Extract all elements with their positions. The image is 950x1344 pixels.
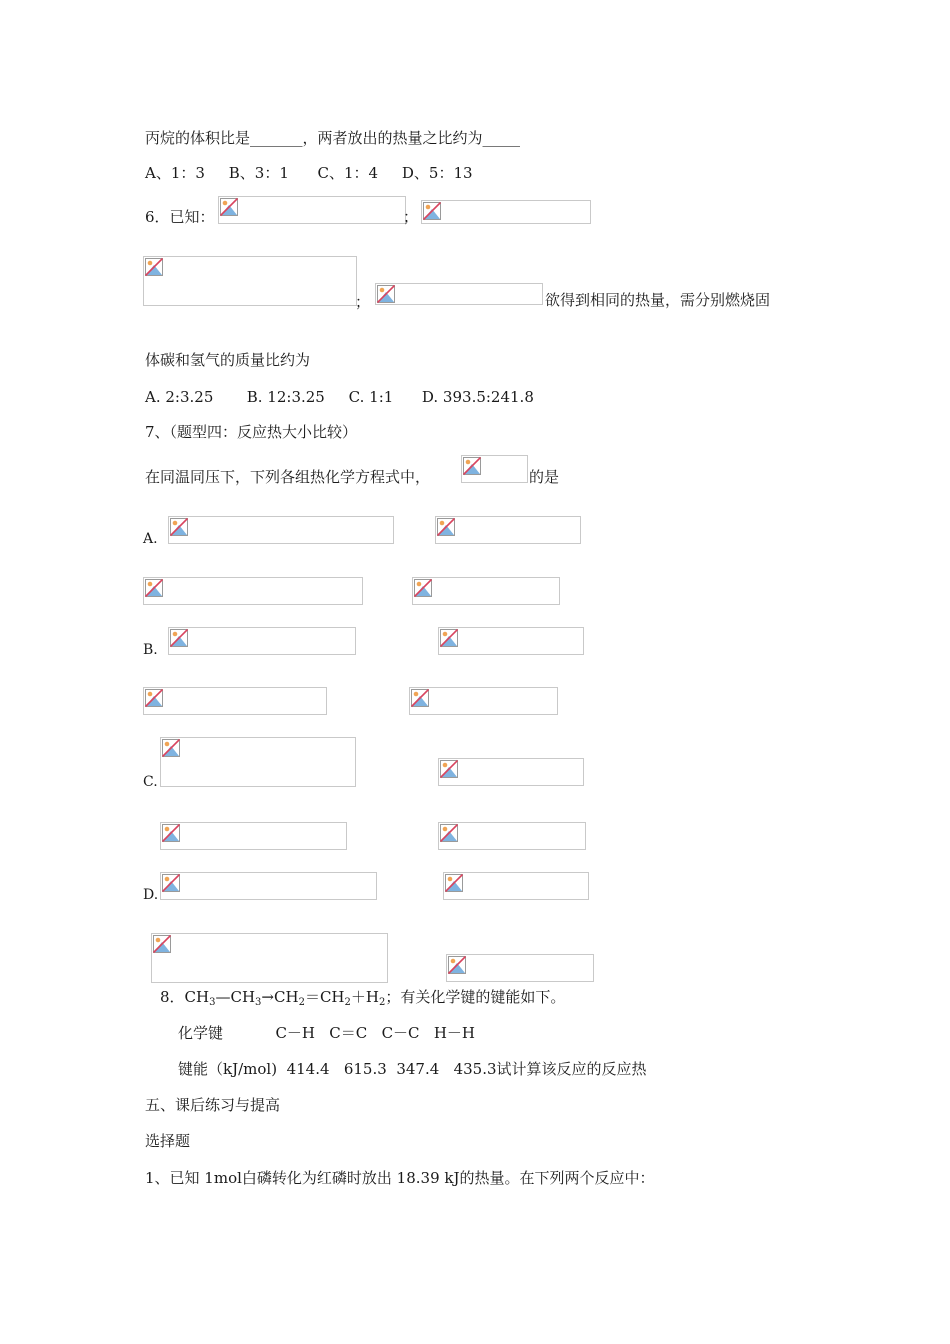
broken-image-icon (144, 578, 164, 598)
line-propane-ratio: 丙烷的体积比是_______，两者放出的热量之比约为_____ (145, 129, 521, 147)
broken-image-icon (439, 628, 459, 648)
section-title: 五、课后练习与提高 (145, 1096, 281, 1114)
equation-image (446, 954, 594, 982)
semicolon: ； (403, 208, 419, 226)
broken-image-icon (447, 955, 467, 975)
options-q5: A、1：3 B、3：1 C、1：4 D、5：13 (145, 164, 473, 182)
broken-image-icon (161, 738, 181, 758)
broken-image-icon (444, 873, 464, 893)
broken-image-icon (152, 934, 172, 954)
broken-image-icon (144, 688, 164, 708)
equation-image (375, 283, 543, 305)
equation-image (160, 737, 356, 787)
subsection-title: 选择题 (145, 1132, 191, 1150)
equation-image (421, 200, 591, 224)
equation-image (151, 933, 388, 983)
option-c-label: C. (143, 774, 158, 790)
broken-image-icon (410, 688, 430, 708)
problem-1: 1、已知 1mol白磷转化为红磷时放出 18.39 kJ的热量。在下列两个反应中： (145, 1169, 655, 1187)
broken-image-icon (144, 257, 164, 277)
q6-tail: 欲得到相同的热量，需分别燃烧固 (545, 291, 771, 309)
equation-image (160, 872, 377, 900)
equation-image (435, 516, 581, 544)
broken-image-icon (161, 873, 181, 893)
equation-image (143, 256, 357, 306)
q7-title: 7、（题型四：反应热大小比较） (145, 423, 358, 441)
equation-image (412, 577, 560, 605)
equation-image (160, 822, 347, 850)
q6-prefix: 6．已知： (145, 208, 215, 226)
equation-image (409, 687, 558, 715)
semicolon: ； (355, 293, 371, 311)
broken-image-icon (376, 284, 396, 304)
broken-image-icon (169, 628, 189, 648)
broken-image-icon (436, 517, 456, 537)
bond-row-names: 化学键 C－H C＝C C－C H－H (178, 1024, 475, 1042)
equation-image (438, 627, 584, 655)
broken-image-icon (413, 578, 433, 598)
broken-image-icon (169, 517, 189, 537)
equation-image (438, 822, 586, 850)
equation-image (168, 516, 394, 544)
option-a-label: A. (143, 531, 158, 547)
q8-reaction: 8．$CH_3—CH_3\to CH_2=CH_2+H_2$；有关化学键的键能如下。 (160, 988, 566, 1008)
broken-image-icon (422, 201, 442, 221)
equation-image (168, 627, 356, 655)
inequality-image (461, 455, 528, 483)
broken-image-icon (219, 197, 239, 217)
equation-image (218, 196, 406, 224)
broken-image-icon (462, 456, 482, 476)
broken-image-icon (439, 823, 459, 843)
option-d-label: D. (143, 887, 159, 903)
equation-image (443, 872, 589, 900)
broken-image-icon (161, 823, 181, 843)
bond-row-energies: 键能（kJ/mol) 414.4 615.3 347.4 435.3试计算该反应的反应热 (178, 1060, 647, 1078)
q6-options: A. 2:3.25 B. 12:3.25 C. 1:1 D. 393.5:241.8 (145, 388, 534, 406)
q6-line2: 体碳和氢气的质量比约为 (145, 351, 311, 369)
q7-stem: 在同温同压下，下列各组热化学方程式中， (145, 468, 431, 486)
broken-image-icon (439, 759, 459, 779)
equation-image (143, 687, 327, 715)
equation-image (143, 577, 363, 605)
equation-image (438, 758, 584, 786)
option-b-label: B. (143, 642, 158, 658)
q7-stem-end: 的是 (529, 468, 560, 486)
